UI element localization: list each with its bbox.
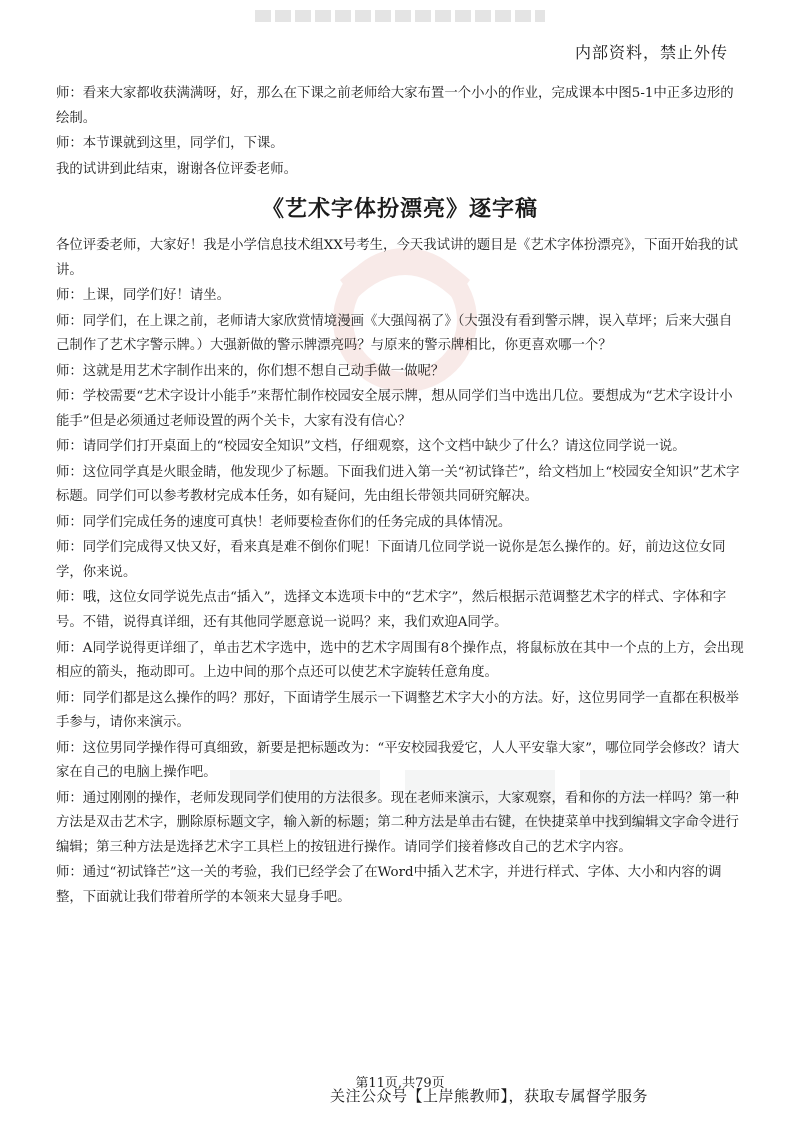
document-body — [56, 82, 744, 912]
paragraph: 我的试讲到此结束，谢谢各位评委老师。 — [56, 161, 298, 177]
paragraph: 师：通过刚刚的操作，老师发现同学们使用的方法很多。现在老师来演示，大家观察，看和你的方法一样吗？第一种方法是双击艺术字，删除原标题文字，输入新的标题；第二种方法是单击右键，在快捷菜单中找到编辑文字命令进行编辑；第三种方法是选择艺术字工具栏上的按钮进行操作。请同学们接着修改自己的艺术字内容。 — [56, 790, 739, 855]
paragraph: 师：请同学们打开桌面上的“校园安全知识”文档，仔细观察，这个文档中缺少了什么？请这位同学说一说。 — [56, 439, 686, 455]
paragraph: 各位评委老师，大家好！我是小学信息技术组XX号考生，今天我试讲的题目是《艺术字体扮漂亮》，下面开始我的试讲。 — [56, 238, 738, 278]
cropped-header-strip — [255, 10, 545, 22]
paragraph: 师：这位男同学操作得可真细致，新要是把标题改为：“平安校园我爱它，人人平安靠大家”，哪位同学会修改？请大家在自己的电脑上操作吧。 — [56, 740, 740, 781]
paragraph: 师：哦，这位女同学说先点击“插入”，选择文本选项卡中的“艺术字”，然后根据示范调整艺术字的样式、字体和字号。不错，说得真详细，还有其他同学愿意说一说吗？来，我们欢迎A同学。 — [56, 590, 727, 631]
confidential-note: 内部资料，禁止外传 — [574, 43, 728, 62]
paragraph: 师：上课，同学们好！请坐。 — [56, 288, 231, 304]
paragraph: 师：同学们完成任务的速度可真快！老师要检查你们的任务完成的具体情况。 — [56, 514, 512, 530]
paragraph: 师：看来大家都收获满满呀，好，那么在下课之前老师给大家布置一个小小的作业，完成课本中图5-1中正多边形的绘制。 — [56, 86, 734, 126]
paragraph: 师：学校需要“艺术字设计小能手”来帮忙制作校园安全展示牌，想从同学们当中选出几位。要想成为“艺术字设计小能手”但是必须通过老师设置的两个关卡，大家有没有信心？ — [56, 389, 733, 429]
paragraph: 师：本节课就到这里，同学们，下课。 — [56, 136, 284, 152]
paragraph: 师：同学们都是这么操作的吗？那好，下面请学生展示一下调整艺术字大小的方法。好，这位男同学一直都在积极举手参与，请你来演示。 — [56, 690, 739, 731]
page-number: 第11页,共79页 — [355, 1076, 445, 1091]
promo-text: 关注公众号【上岸熊教师】，获取专属督学服务 — [330, 1087, 649, 1105]
paragraph: 师：A同学说得更详细了，单击艺术字选中，选中的艺术字周围有8个操作点，将鼠标放在其中一个点的上方，会出现相应的箭头，拖动即可。上边中间的那个点还可以使艺术字旋转任意角度。 — [56, 640, 744, 681]
document-title: 《艺术字体扮漂亮》逐字稿 — [261, 196, 538, 223]
paragraph: 师：同学们完成得又快又好，看来真是难不倒你们呢！下面请几位同学说一说你是怎么操作的。好，前边这位女同学，你来说。 — [56, 540, 726, 580]
paragraph: 师：这位同学真是火眼金睛，他发现少了标题。下面我们进入第一关“初试锋芒”，给文档加上“校园安全知识”艺术字标题。同学们可以参考教材完成本任务，如有疑问，先由组长带领共同研究解决。 — [56, 464, 740, 505]
paragraph: 师：这就是用艺术字制作出来的，你们想不想自己动手做一做呢？ — [56, 363, 445, 379]
paragraph: 师：同学们，在上课之前，老师请大家欣赏情境漫画《大强闯祸了》（大强没有看到警示牌，误入草坪；后来大强自己制作了艺术字警示牌。）大强新做的警示牌漂亮吗？与原来的警示牌相比，你更喜欢哪一个？ — [56, 313, 733, 354]
paragraph: 师：通过“初试锋芒”这一关的考验，我们已经学会了在Word中插入艺术字，并进行样式、字体、大小和内容的调整，下面就让我们带着所学的本领来大显身手吧。 — [56, 865, 722, 906]
